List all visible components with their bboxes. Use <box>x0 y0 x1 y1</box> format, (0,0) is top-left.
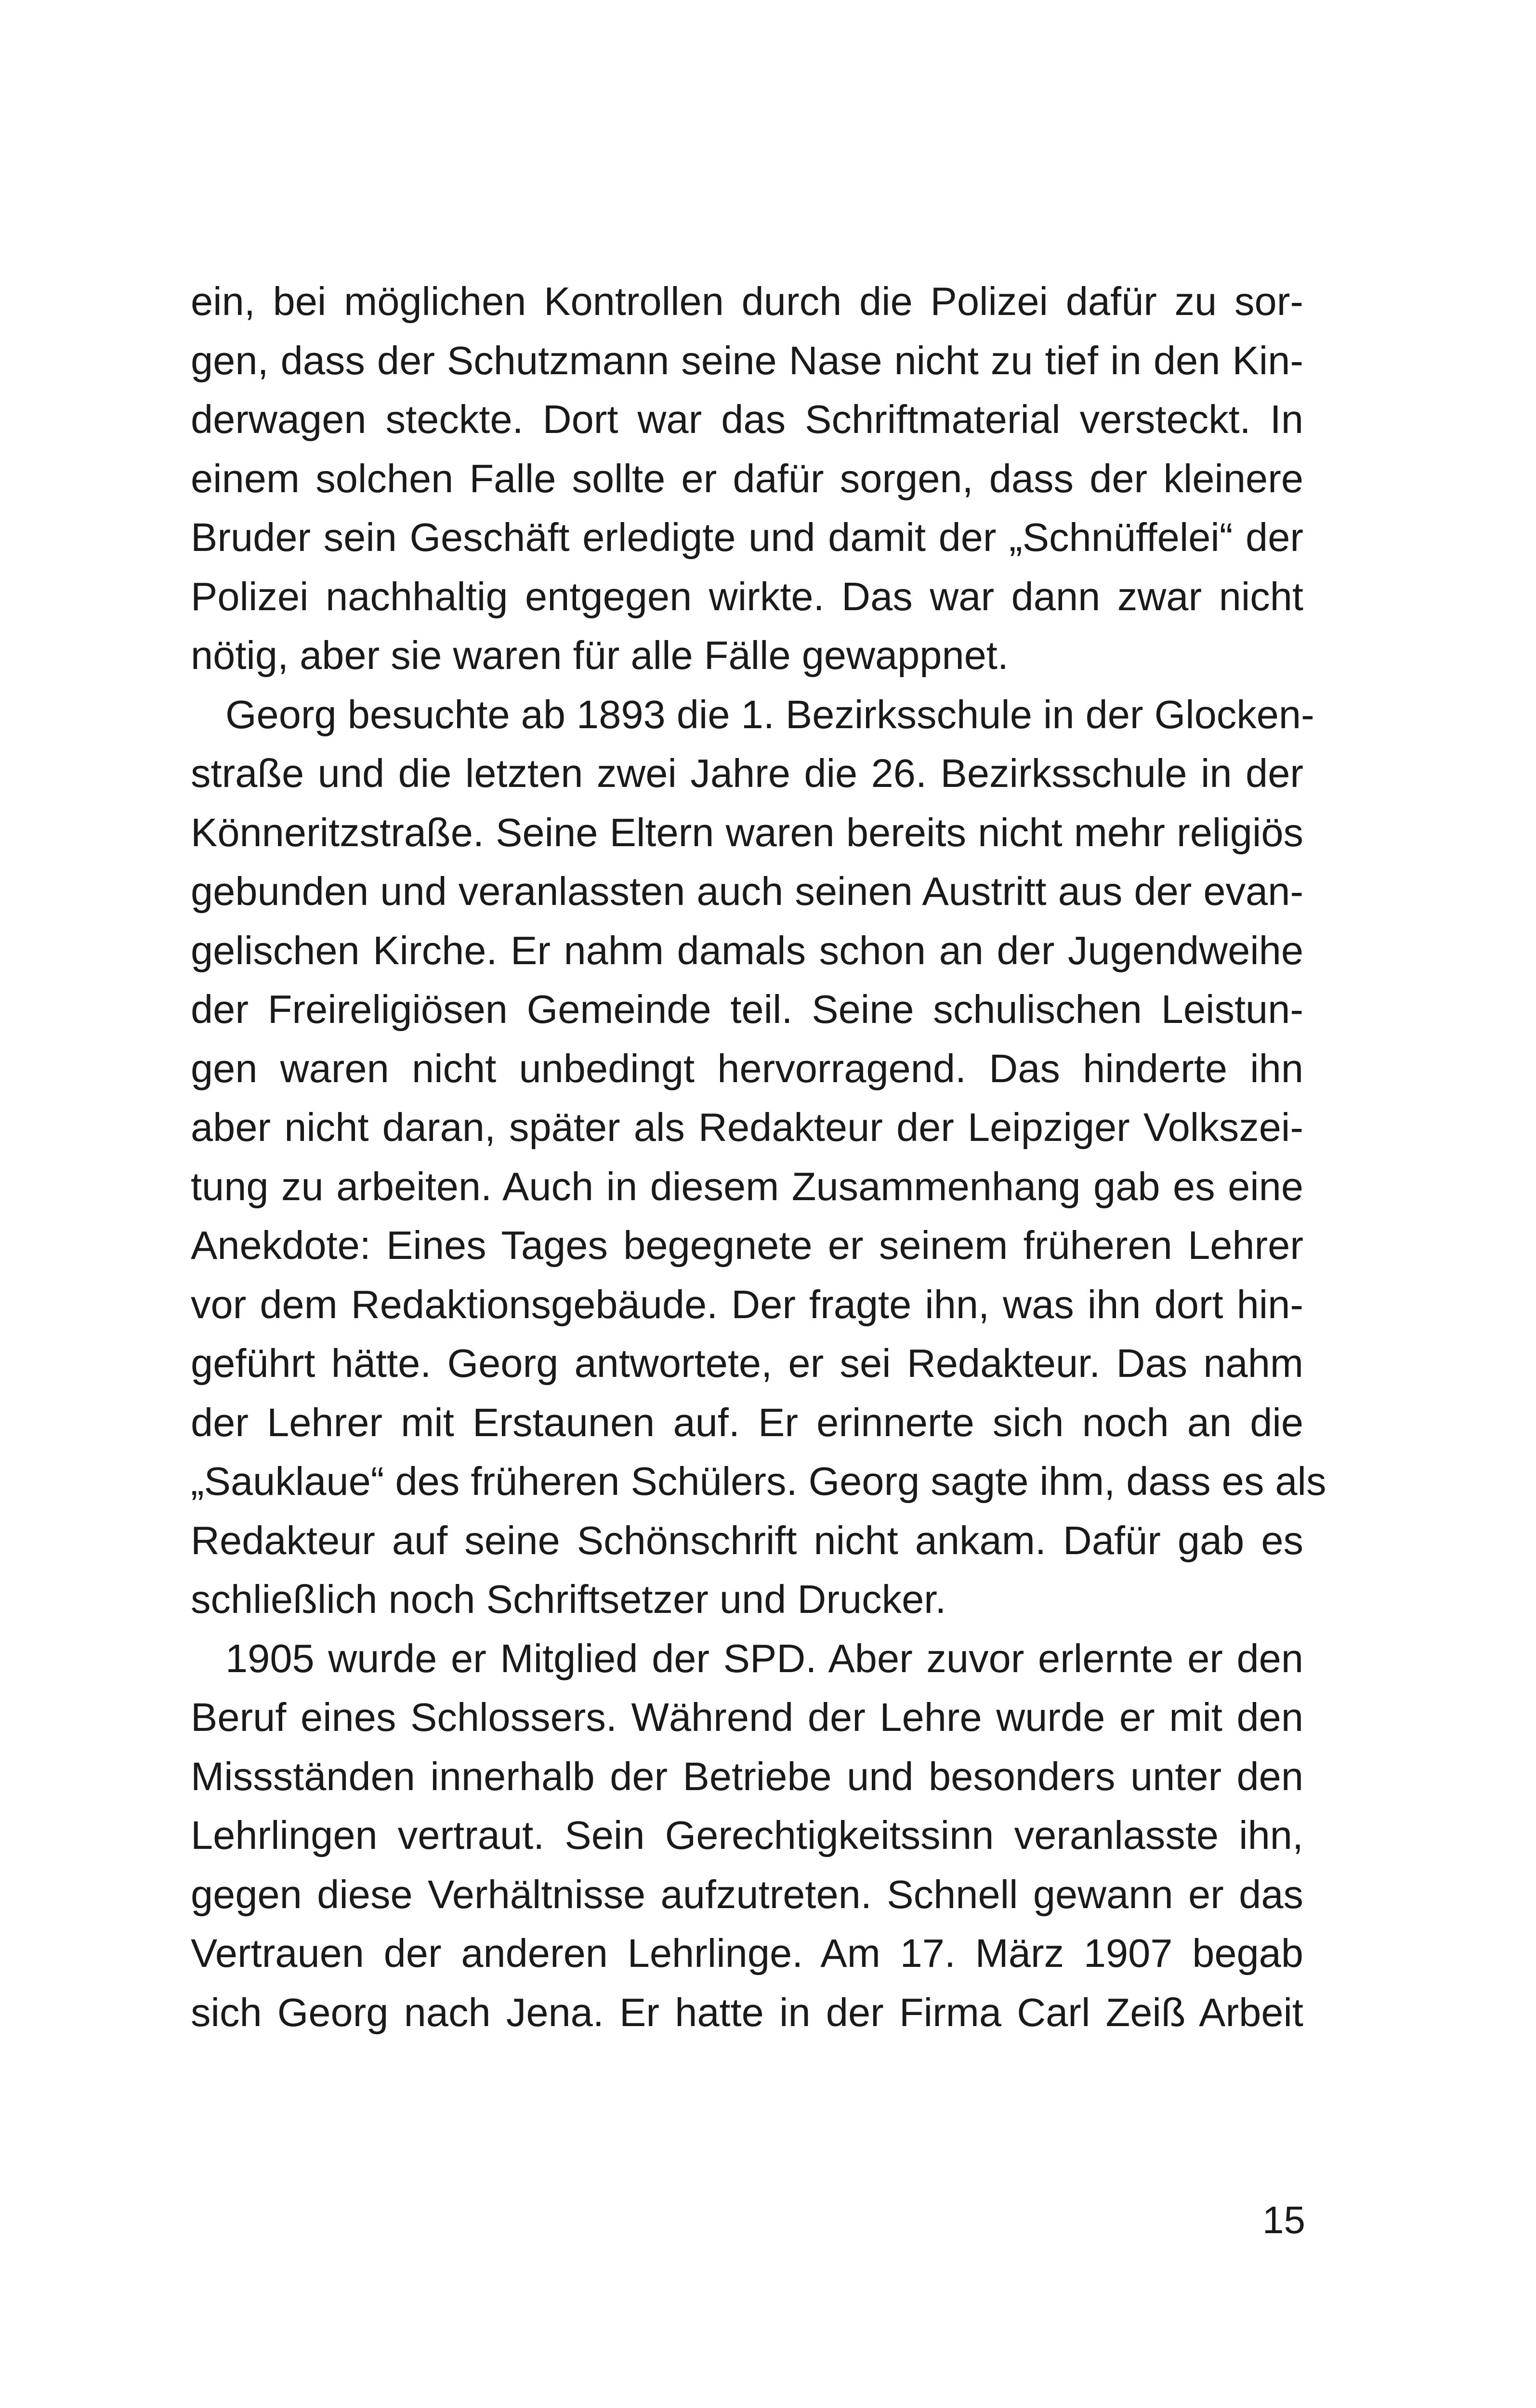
text-line: Bruder sein Geschäft erledigte und damit der „Schnüffelei“ der <box>191 515 1303 560</box>
text-line: der Freireligiösen Gemeinde teil. Seine schulischen Leistun- <box>191 987 1303 1032</box>
text-line: gelischen Kirche. Er nahm damals schon an der Jugendweihe <box>191 928 1303 973</box>
text-line: Beruf eines Schlossers. Während der Lehre wurde er mit den <box>191 1695 1303 1740</box>
text-line: Anekdote: Eines Tages begegnete er seinem früheren Lehrer <box>191 1223 1303 1268</box>
text-line: der Lehrer mit Erstaunen auf. Er erinnerte sich noch an die <box>191 1400 1303 1445</box>
text-line: Redakteur auf seine Schönschrift nicht ankam. Dafür gab es <box>191 1518 1303 1563</box>
text-line: „Sauklaue“ des früheren Schülers. Georg sagte ihm, dass es als <box>191 1459 1326 1504</box>
paragraph-1 <box>191 272 1303 685</box>
text-line: geführt hätte. Georg antwortete, er sei Redakteur. Das nahm <box>191 1341 1303 1386</box>
text-line: nötig, aber sie waren für alle Fälle gewappnet. <box>191 633 1009 678</box>
text-line: derwagen steckte. Dort war das Schriftmaterial versteckt. In <box>191 397 1303 442</box>
text-line: straße und die letzten zwei Jahre die 26. Bezirksschule in der <box>191 751 1303 796</box>
text-line: tung zu arbeiten. Auch in diesem Zusammenhang gab es eine <box>191 1164 1303 1209</box>
text-line: sich Georg nach Jena. Er hatte in der Firma Carl Zeiß Arbeit <box>191 1989 1303 2035</box>
text-line: Missständen innerhalb der Betriebe und besonders unter den <box>191 1754 1303 1799</box>
page-number: 15 <box>1262 2199 1305 2241</box>
text-line: ein, bei möglichen Kontrollen durch die Polizei dafür zu sor- <box>191 279 1303 324</box>
text-line: gebunden und veranlassten auch seinen Austritt aus der evan- <box>191 869 1303 914</box>
paragraph-3 <box>191 1629 1303 2042</box>
text-line: gegen diese Verhältnisse aufzutreten. Schnell gewann er das <box>191 1871 1303 1917</box>
text-line: Könneritzstraße. Seine Eltern waren bereits nicht mehr religiös <box>191 810 1303 855</box>
body-text <box>191 272 1326 2042</box>
text-line: Lehrlingen vertraut. Sein Gerechtigkeitssinn veranlasste ihn, <box>191 1813 1303 1858</box>
paragraph-2 <box>191 685 1326 1629</box>
text-line: gen waren nicht unbedingt hervorragend. Das hinderte ihn <box>191 1046 1303 1091</box>
text-line: schließlich noch Schriftsetzer und Drucker. <box>191 1577 946 1622</box>
text-line: Polizei nachhaltig entgegen wirkte. Das war dann zwar nicht <box>191 574 1303 619</box>
text-line: vor dem Redaktionsgebäude. Der fragte ihn, was ihn dort hin- <box>191 1282 1303 1327</box>
text-line: aber nicht daran, später als Redakteur der Leipziger Volkszei- <box>191 1105 1303 1150</box>
text-line: 1905 wurde er Mitglied der SPD. Aber zuvor erlernte er den <box>225 1636 1303 1681</box>
text-line: einem solchen Falle sollte er dafür sorgen, dass der kleinere <box>191 456 1303 501</box>
text-line: Georg besuchte ab 1893 die 1. Bezirksschule in der Glocken- <box>225 692 1314 737</box>
text-line: Vertrauen der anderen Lehrlinge. Am 17. März 1907 begab <box>191 1931 1303 1976</box>
text-line: gen, dass der Schutzmann seine Nase nicht zu tief in den Kin- <box>191 338 1303 383</box>
